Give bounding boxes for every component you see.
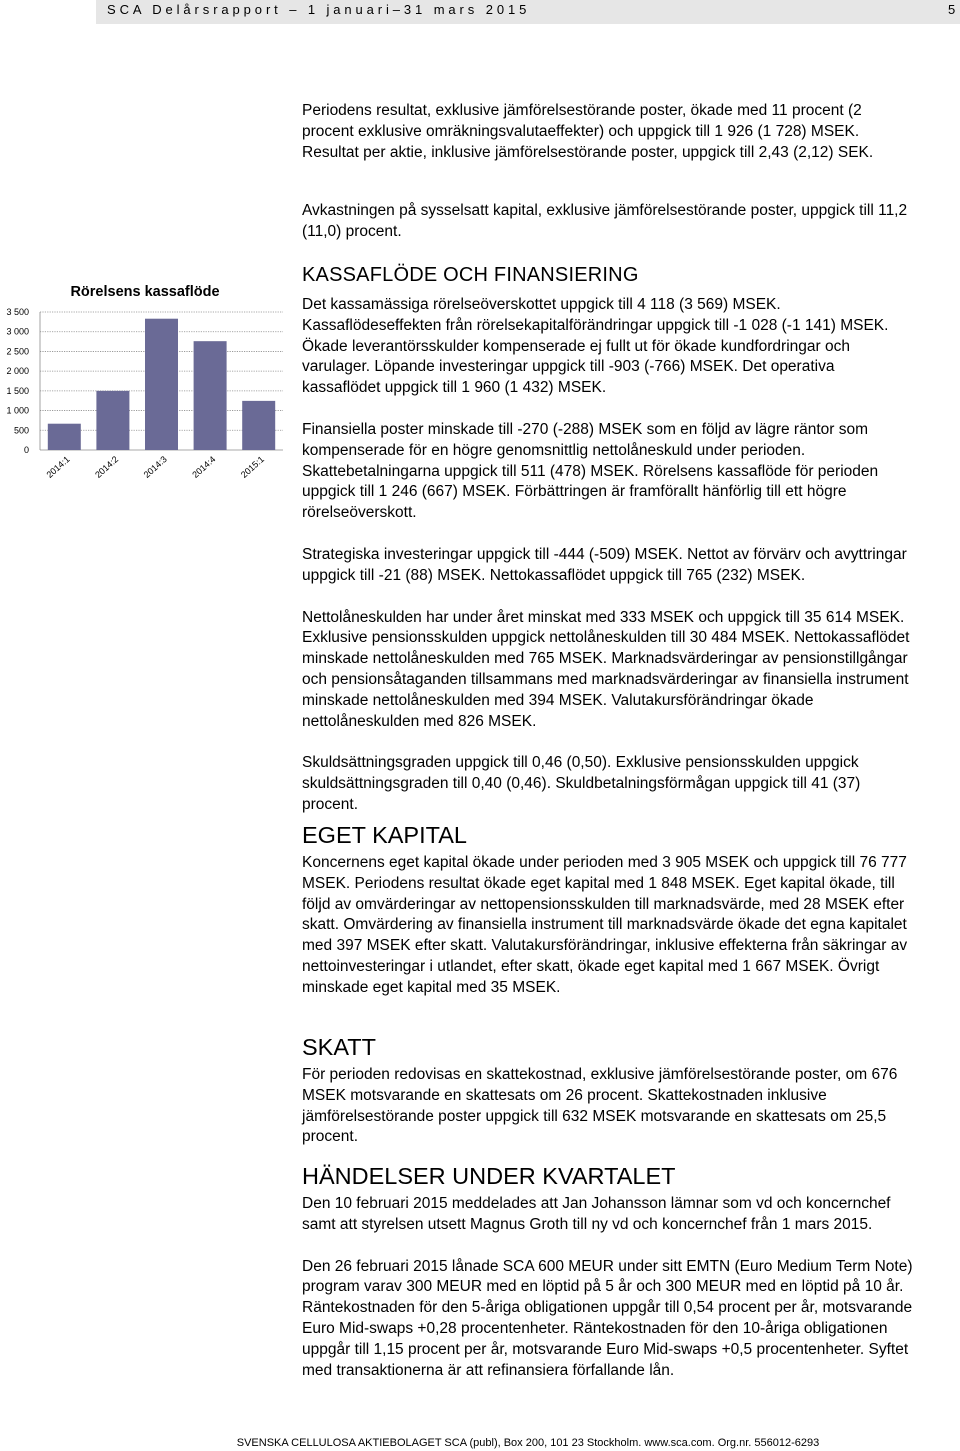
y-tick-label: 500 <box>13 425 29 436</box>
page-number: 5 <box>948 2 956 17</box>
bar-2014:2 <box>96 391 129 450</box>
x-tick-label: 2014:3 <box>141 454 169 480</box>
running-title: SCA Delårsrapport – 1 januari–31 mars 2015 <box>107 2 531 17</box>
bar-2014:1 <box>48 424 81 450</box>
skatt-paragraph: För perioden redovisas en skattekostnad, exklusive jämförelsestörande poster, om 676 MSEK motsvarande en skattesats om 26 procent. Skattekostnaden inklusive jämförelsestörande poster uppgick till 632 MSEK motsvarande en skattesats om 25,5 procent. <box>302 1066 898 1146</box>
eget-kapital-section <box>302 820 917 999</box>
cash-flow-bar-chart <box>0 300 290 510</box>
kassaflode-section <box>302 262 917 816</box>
bar-2015:1 <box>242 401 275 450</box>
skatt-section <box>302 1032 917 1148</box>
handelser-paragraph-2: Den 26 februari 2015 lånade SCA 600 MEUR under sitt EMTN (Euro Medium Term Note) program varav 300 MEUR med en löptid på 5 år och 300 MEUR med en löptid på 10 år. Räntekostnaden för den 5-åriga obligationen uppgår till 0,54 procent per år, motsvarande Euro Mid-swaps +0,28 procentenheter. Räntekostnaden för den 10-åriga obligationen uppgår till 1,15 procent per år, motsvarande Euro Mid-swaps +0,5 procentenheter. Syftet med transaktionerna är att refinansiera förfallande lån. <box>302 1257 913 1379</box>
section-heading-handelser: HÄNDELSER UNDER KVARTALET <box>302 1163 676 1189</box>
footer <box>0 1437 960 1449</box>
kassaflode-paragraph-2: Finansiella poster minskade till -270 (-288) MSEK som en följd av lägre räntor som kompenserade för en högre genomsnittlig nettolåneskuld under perioden. Skattebetalningarna uppgick till 511 (478) MSEK. Rörelsens kassaflöde för perioden uppgick till 1 246 (667) MSEK. Förbättringen är framförallt hänförlig till ett högre rörelseöverskott. <box>302 420 879 522</box>
handelser-paragraph-1: Den 10 februari 2015 meddelades att Jan Johansson lämnar som vd och koncernchef samt att styrelsen utsett Magnus Groth till ny vd och koncernchef från 1 mars 2015. <box>302 1195 891 1233</box>
handelser-section <box>302 1161 917 1381</box>
kassaflode-paragraph-3: Strategiska investeringar uppgick till -444 (-509) MSEK. Nettot av förvärv och avyttringar uppgick till -21 (88) MSEK. Nettokassaflödet uppgick till 765 (232) MSEK. <box>302 545 907 584</box>
intro-paragraph-2: Avkastningen på sysselsatt kapital, exklusive jämförelsestörande poster, uppgick till 11,2 (11,0) procent. <box>302 202 908 240</box>
y-tick-label: 2 500 <box>6 346 29 357</box>
intro-section-2 <box>302 201 917 243</box>
section-heading-kassaflode: KASSAFLÖDE OCH FINANSIERING <box>302 264 639 286</box>
x-tick-label: 2014:4 <box>190 454 218 480</box>
eget-kapital-paragraph: Koncernens eget kapital ökade under perioden med 3 905 MSEK och uppgick till 76 777 MSEK. Periodens resultat ökade eget kapital med 1 848 MSEK. Eget kapital ökade, till följd av omvärderingar av nettopensionsskulden till marknadsvärde, med 28 MSEK efter skatt. Omvärdering av finansiella instrument till marknadsvärde ökade det egna kapitalet med 397 MSEK efter skatt. Valutakursförändringar, inklusive effekterna från säkringar av nettoinvesteringar i utlandet, efter skatt, ökade eget kapital med 1 667 MSEK. Övrigt minskade eget kapital med 35 MSEK. <box>302 854 908 996</box>
intro-section <box>302 101 917 163</box>
kassaflode-paragraph-4: Nettolåneskulden har under året minskat med 333 MSEK och uppgick till 35 614 MSEK. Exklusive pensionsskulden uppgick nettolåneskulden till 30 484 MSEK. Nettokassaflödet minskade nettolåneskulden med 765 MSEK. Marknadsvärderingar av pensionstillgångar och pensionsåtaganden tillsammans med marknadsvärderingar av finansiella instrument minskade nettolåneskulden med 394 MSEK. Valutakursförändringar ökade nettolåneskulden med 826 MSEK. <box>302 608 910 730</box>
chart-title: Rörelsens kassaflöde <box>70 284 220 300</box>
bar-2014:4 <box>194 341 227 450</box>
y-tick-label: 3 000 <box>6 326 29 337</box>
intro-paragraph-1: Periodens resultat, exklusive jämförelsestörande poster, ökade med 11 procent (2 procent exklusive omräkningsvalutaeffekter) och uppgick till 1 926 (1 728) MSEK. Resultat per aktie, inklusive jämförelsestörande poster, uppgick till 2,43 (2,12) SEK. <box>302 102 874 161</box>
section-heading-skatt: SKATT <box>302 1034 376 1060</box>
y-tick-label: 3 500 <box>6 307 29 317</box>
section-heading-eget-kapital: EGET KAPITAL <box>302 822 467 848</box>
y-tick-label: 1 500 <box>6 385 29 396</box>
y-tick-label: 1 000 <box>6 405 29 416</box>
y-tick-label: 2 000 <box>6 366 29 377</box>
x-tick-label: 2014:2 <box>93 454 121 480</box>
bar-2014:3 <box>145 319 178 450</box>
kassaflode-paragraph-1: Det kassamässiga rörelseöverskottet uppgick till 4 118 (3 569) MSEK. Kassaflödeseffekten från rörelsekapitalförändringar uppgick till -1 028 (-1 141) MSEK. Ökade leverantörsskulder kompenserade ej fullt ut för ökade kundfordringar och varulager. Löpande investeringar uppgick till -903 (-766) MSEK. Det operativa kassaflödet uppgick till 1 960 (1 432) MSEK. <box>302 296 889 397</box>
x-tick-label: 2015:1 <box>238 454 267 480</box>
y-tick-label: 0 <box>23 445 29 455</box>
footer-text: SVENSKA CELLULOSA AKTIEBOLAGET SCA (publ), Box 200, 101 23 Stockholm. www.sca.com. Org.nr. 556012-6293 <box>236 1437 820 1449</box>
x-tick-label: 2014:1 <box>44 454 72 480</box>
kassaflode-paragraph-5: Skuldsättningsgraden uppgick till 0,46 (0,50). Exklusive pensionsskulden uppgick skuldsättningsgraden till 0,40 (0,46). Skuldbetalningsförmågan uppgick till 41 (37) procent. <box>302 754 861 813</box>
